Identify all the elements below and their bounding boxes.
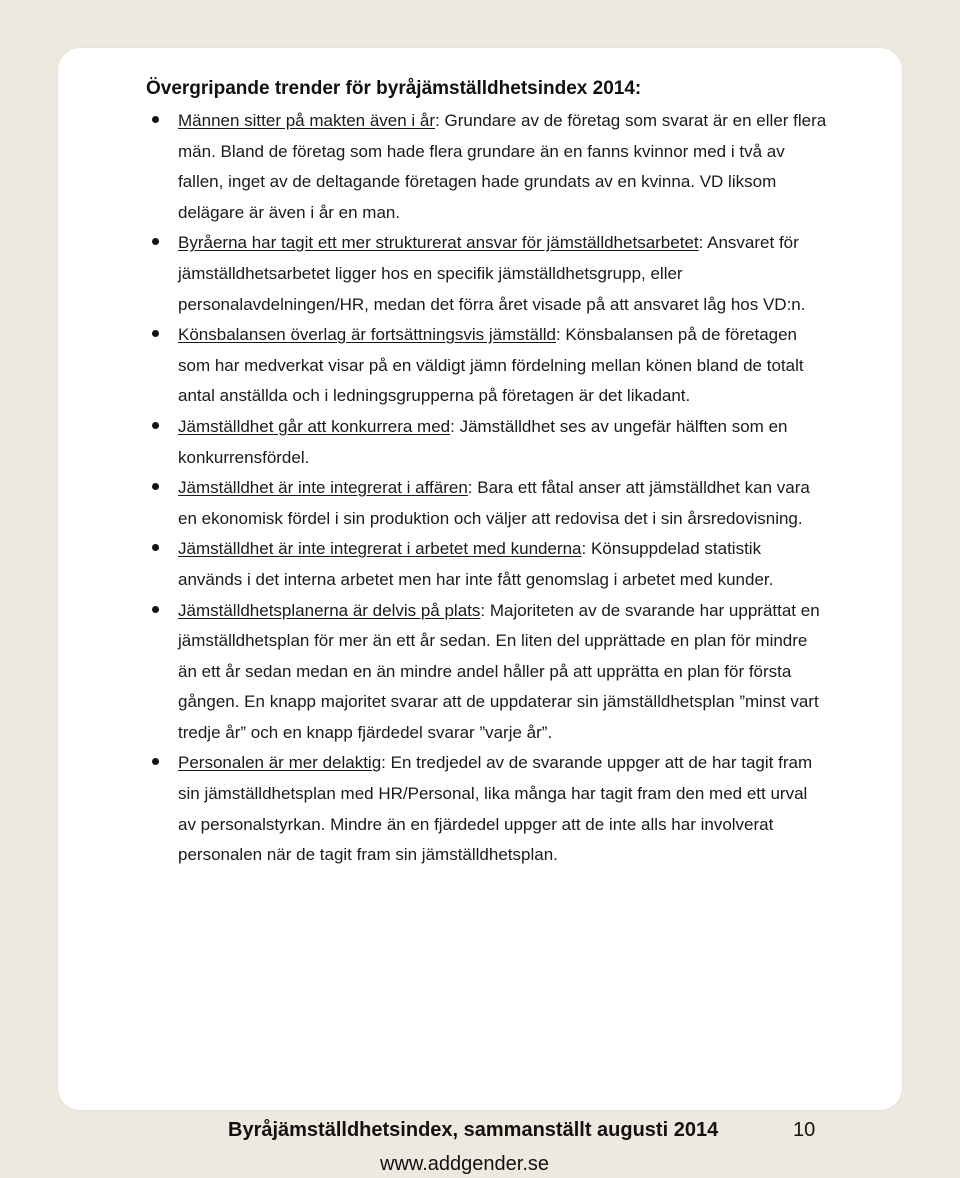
list-item <box>178 534 828 595</box>
footer-title: Byråjämställdhetsindex, sammanställt augusti 2014 <box>228 1119 719 1141</box>
item-text: : Jämställdhet ses av ungefär hälften som en konkurrensfördel. <box>178 416 788 467</box>
bullet-icon <box>152 606 159 613</box>
page-number: 10 <box>793 1119 816 1141</box>
item-lead: Personalen är mer delaktig <box>178 753 382 773</box>
list-item <box>178 228 828 320</box>
item-lead: Jämställdhet är inte integrerat i arbetet med kunderna <box>178 539 582 559</box>
item-lead: Byråerna har tagit ett mer strukturerat ansvar för jämställdhetsarbetet <box>178 233 699 253</box>
bullet-icon <box>152 422 159 429</box>
item-text: : Bara ett fåtal anser att jämställdhet kan vara en ekonomisk fördel i sin produktion och väljer att redovisa det i sin årsredovisning. <box>178 478 810 528</box>
list-item <box>178 320 828 412</box>
item-text: : Ansvaret för jämställdhetsarbetet ligger hos en specifik jämställdhetsgrupp, eller personalavdelningen/HR, medan det förra året visade på att ansvaret låg hos VD:n. <box>178 233 806 314</box>
item-text: : Könsbalansen på de företagen som har medverkat visar på en väldigt jämn fördelning mellan könen bland de totalt antal anställda och i ledningsgrupperna på företagen är det likadant. <box>178 325 804 406</box>
list-item <box>178 473 828 534</box>
item-lead: Jämställdhetsplanerna är delvis på plats <box>178 600 481 620</box>
item-text: : Grundare av de företag som svarat är en eller flera män. Bland de företag som hade flera grundare än en fanns kvinnor med i två av fallen, inget av de deltagande företagen hade grundats av en kvinna. VD liksom delägare är även i år en man. <box>178 111 827 222</box>
item-text: : Könsuppdelad statistik används i det interna arbetet men har inte fått genomslag i arbetet med kunder. <box>178 539 774 589</box>
item-lead: Jämställdhet går att konkurrera med <box>178 416 451 436</box>
item-text: : En tredjedel av de svarande uppger att de har tagit fram sin jämställdhetsplan med HR/Personal, lika många har tagit fram den med ett urval av personalstyrkan. Mindre än en fjärdedel uppger att de inte alls har involverat personalen när de tagit fram sin jämställdhetsplan. <box>178 753 813 865</box>
trend-list <box>178 106 828 871</box>
item-lead: Könsbalansen överlag är fortsättningsvis jämställd <box>178 325 556 345</box>
list-item <box>178 748 828 870</box>
list-item <box>178 106 828 228</box>
item-lead: Jämställdhet är inte integrerat i affären <box>178 478 468 498</box>
bullet-icon <box>152 116 159 123</box>
list-item <box>178 596 828 749</box>
item-lead: Männen sitter på makten även i år <box>178 111 436 130</box>
list-item <box>178 412 828 473</box>
section-heading: Övergripande trender för byråjämställdhetsindex 2014: <box>146 78 642 99</box>
item-text: : Majoriteten av de svarande har upprättat en jämställdhetsplan för mer än ett år sedan. En liten del upprättade en plan för mindre än ett år sedan medan en än mindre andel håller på att upprätta en plan för första gången. En knapp majoritet svarar att de uppdaterar sin jämställdhetsplan ”minst vart tredje år” och en knapp fjärdedel svarar ”varje år”. <box>178 600 820 742</box>
footer-url: www.addgender.se <box>380 1153 550 1175</box>
